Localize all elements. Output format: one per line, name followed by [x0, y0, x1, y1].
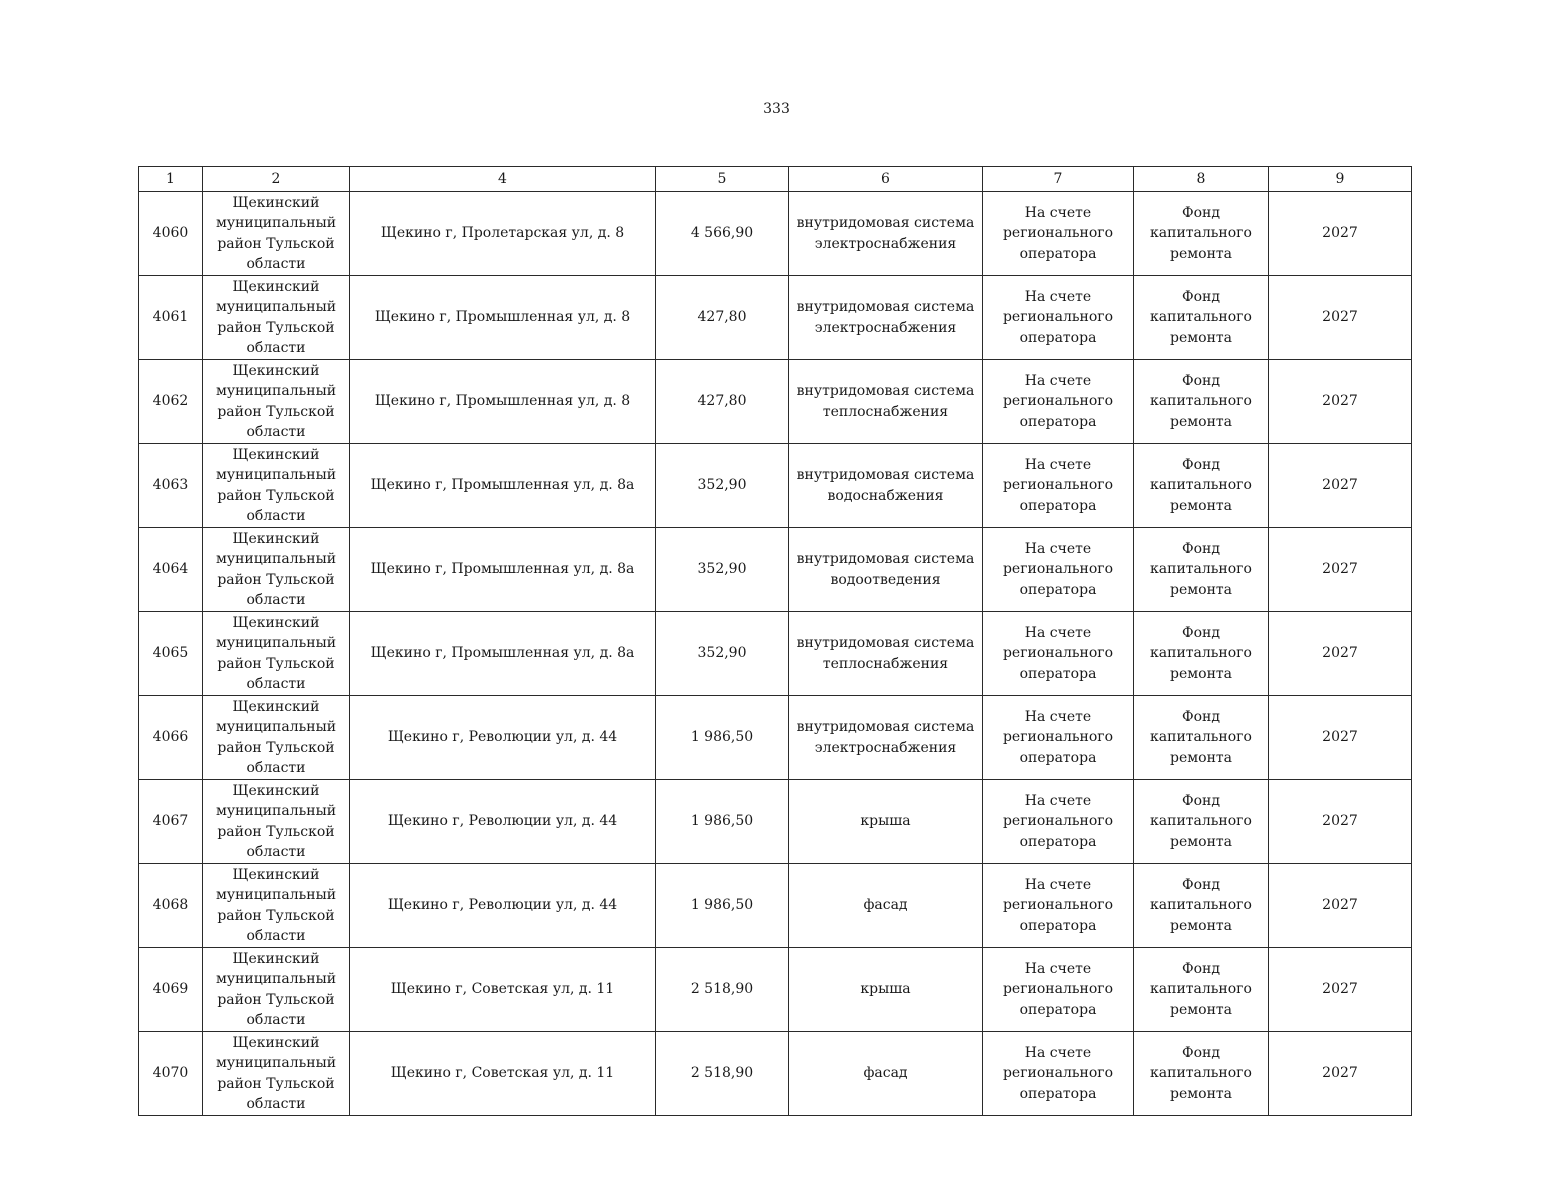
- funding-cell-line: капитального: [1150, 645, 1252, 662]
- district-cell-line: район Тульской: [217, 655, 335, 672]
- account-cell-line: регионального: [1002, 981, 1114, 998]
- column-header: 6: [789, 167, 983, 192]
- district-cell: [203, 192, 350, 276]
- funding-cell: [1134, 192, 1269, 276]
- account-cell: [983, 276, 1134, 360]
- area-cell: 427,80: [656, 360, 789, 444]
- address-cell: Щекино г, Революции ул, д. 44: [350, 696, 656, 780]
- funding-cell-line: ремонта: [1170, 749, 1232, 766]
- row-number-cell: 4068: [139, 864, 203, 948]
- funding-cell-line: Фонд: [1181, 1044, 1220, 1061]
- funding-cell-line: капитального: [1150, 561, 1252, 578]
- district-cell: [203, 696, 350, 780]
- district-cell-line: район Тульской: [217, 991, 335, 1008]
- work-type-cell-line: внутридомовая система: [796, 215, 975, 231]
- funding-cell: [1134, 528, 1269, 612]
- account-cell-line: регионального: [1002, 225, 1114, 242]
- row-number-cell: 4061: [139, 276, 203, 360]
- district-cell: [203, 360, 350, 444]
- table-row: [139, 948, 1412, 1032]
- district-cell-line: области: [246, 1096, 306, 1112]
- district-cell-line: Щекинский: [232, 530, 320, 547]
- address-cell: Щекино г, Промышленная ул, д. 8а: [350, 444, 656, 528]
- work-type-cell: [789, 612, 983, 696]
- account-cell-line: На счете: [1024, 1044, 1092, 1061]
- funding-cell: [1134, 696, 1269, 780]
- district-cell: [203, 612, 350, 696]
- district-cell-line: области: [246, 676, 306, 692]
- work-type-cell: [789, 276, 983, 360]
- work-type-cell-line: крыша: [860, 813, 911, 830]
- account-cell-line: регионального: [1002, 813, 1114, 830]
- row-number-cell: 4066: [139, 696, 203, 780]
- column-header: 5: [656, 167, 789, 192]
- work-type-cell-line: внутридомовая система: [796, 299, 975, 315]
- district-cell-line: Щекинский: [232, 782, 320, 799]
- district-cell-line: Щекинский: [232, 698, 320, 715]
- area-cell: 1 986,50: [656, 696, 789, 780]
- account-cell: [983, 864, 1134, 948]
- row-number-cell: 4062: [139, 360, 203, 444]
- work-type-cell-line: водоснабжения: [827, 487, 944, 504]
- account-cell-line: На счете: [1024, 876, 1092, 893]
- work-type-cell-line: крыша: [860, 981, 911, 998]
- account-cell: [983, 192, 1134, 276]
- district-cell-line: муниципальный: [215, 215, 337, 231]
- work-type-cell-line: электроснабжения: [814, 235, 957, 252]
- district-cell-line: области: [246, 424, 306, 440]
- work-type-cell-line: внутридомовая система: [796, 383, 975, 399]
- district-cell: [203, 1032, 350, 1116]
- funding-cell-line: капитального: [1150, 981, 1252, 998]
- district-cell-line: области: [246, 760, 306, 776]
- area-cell: 1 986,50: [656, 864, 789, 948]
- district-cell: [203, 276, 350, 360]
- work-type-cell: [789, 444, 983, 528]
- account-cell-line: На счете: [1024, 540, 1092, 557]
- funding-cell-line: ремонта: [1170, 833, 1232, 850]
- district-cell-line: Щекинский: [232, 362, 320, 379]
- page-number: 333: [763, 101, 790, 117]
- funding-cell-line: Фонд: [1181, 708, 1220, 725]
- funding-cell: [1134, 948, 1269, 1032]
- area-cell: 427,80: [656, 276, 789, 360]
- district-cell-line: муниципальный: [215, 1055, 337, 1071]
- account-cell-line: регионального: [1002, 897, 1114, 914]
- funding-cell-line: капитального: [1150, 225, 1252, 242]
- address-cell: Щекино г, Советская ул, д. 11: [350, 948, 656, 1032]
- address-cell: Щекино г, Промышленная ул, д. 8: [350, 276, 656, 360]
- work-type-cell-line: внутридомовая система: [796, 635, 975, 651]
- table-row: [139, 864, 1412, 948]
- account-cell-line: На счете: [1024, 456, 1092, 473]
- funding-cell-line: ремонта: [1170, 329, 1232, 346]
- district-cell-line: муниципальный: [215, 635, 337, 651]
- funding-cell-line: ремонта: [1170, 665, 1232, 682]
- account-cell-line: оператора: [1019, 413, 1097, 430]
- district-cell-line: Щекинский: [232, 1034, 320, 1051]
- column-header: 9: [1269, 167, 1412, 192]
- district-cell-line: район Тульской: [217, 907, 335, 924]
- table-row: [139, 360, 1412, 444]
- account-cell-line: На счете: [1024, 372, 1092, 389]
- year-cell: 2027: [1269, 1032, 1412, 1116]
- table-row: [139, 192, 1412, 276]
- funding-cell: [1134, 612, 1269, 696]
- account-cell: [983, 948, 1134, 1032]
- year-cell: 2027: [1269, 612, 1412, 696]
- year-cell: 2027: [1269, 360, 1412, 444]
- area-cell: 1 986,50: [656, 780, 789, 864]
- work-type-cell: [789, 696, 983, 780]
- header-row: [139, 167, 1412, 192]
- account-cell-line: оператора: [1019, 581, 1097, 598]
- work-type-cell: [789, 192, 983, 276]
- account-cell: [983, 360, 1134, 444]
- district-cell-line: Щекинский: [232, 866, 320, 883]
- funding-cell-line: Фонд: [1181, 792, 1220, 809]
- work-type-cell-line: электроснабжения: [814, 319, 957, 336]
- account-cell-line: оператора: [1019, 1001, 1097, 1018]
- district-cell-line: Щекинский: [232, 446, 320, 463]
- funding-cell-line: капитального: [1150, 1065, 1252, 1082]
- district-cell-line: области: [246, 844, 306, 860]
- funding-cell: [1134, 360, 1269, 444]
- year-cell: 2027: [1269, 780, 1412, 864]
- district-cell-line: район Тульской: [217, 235, 335, 252]
- account-cell: [983, 1032, 1134, 1116]
- district-cell: [203, 528, 350, 612]
- row-number-cell: 4069: [139, 948, 203, 1032]
- year-cell: 2027: [1269, 696, 1412, 780]
- year-cell: 2027: [1269, 276, 1412, 360]
- address-cell: Щекино г, Промышленная ул, д. 8а: [350, 528, 656, 612]
- district-cell-line: Щекинский: [232, 278, 320, 295]
- funding-cell-line: ремонта: [1170, 581, 1232, 598]
- table-row: [139, 528, 1412, 612]
- account-cell-line: оператора: [1019, 917, 1097, 934]
- account-cell-line: оператора: [1019, 833, 1097, 850]
- column-header: 2: [203, 167, 350, 192]
- address-cell: Щекино г, Промышленная ул, д. 8: [350, 360, 656, 444]
- work-type-cell-line: внутридомовая система: [796, 551, 975, 567]
- district-cell-line: Щекинский: [232, 950, 320, 967]
- column-header: 4: [350, 167, 656, 192]
- district-cell-line: муниципальный: [215, 467, 337, 483]
- account-cell: [983, 780, 1134, 864]
- column-header: 7: [983, 167, 1134, 192]
- district-cell-line: области: [246, 1012, 306, 1028]
- district-cell-line: район Тульской: [217, 403, 335, 420]
- register-table: [138, 166, 1412, 1116]
- column-header: 8: [1134, 167, 1269, 192]
- work-type-cell: [789, 864, 983, 948]
- account-cell: [983, 696, 1134, 780]
- district-cell-line: области: [246, 592, 306, 608]
- district-cell: [203, 948, 350, 1032]
- account-cell-line: оператора: [1019, 329, 1097, 346]
- district-cell-line: район Тульской: [217, 823, 335, 840]
- district-cell-line: муниципальный: [215, 299, 337, 315]
- address-cell: Щекино г, Революции ул, д. 44: [350, 864, 656, 948]
- year-cell: 2027: [1269, 444, 1412, 528]
- district-cell-line: муниципальный: [215, 887, 337, 903]
- work-type-cell-line: фасад: [863, 1065, 908, 1082]
- work-type-cell: [789, 528, 983, 612]
- table-row: [139, 612, 1412, 696]
- district-cell-line: области: [246, 508, 306, 524]
- funding-cell-line: капитального: [1150, 477, 1252, 494]
- account-cell-line: регионального: [1002, 1065, 1114, 1082]
- year-cell: 2027: [1269, 948, 1412, 1032]
- account-cell-line: оператора: [1019, 1085, 1097, 1102]
- account-cell-line: На счете: [1024, 288, 1092, 305]
- row-number-cell: 4060: [139, 192, 203, 276]
- funding-cell-line: капитального: [1150, 393, 1252, 410]
- address-cell: Щекино г, Пролетарская ул, д. 8: [350, 192, 656, 276]
- district-cell-line: район Тульской: [217, 1075, 335, 1092]
- year-cell: 2027: [1269, 864, 1412, 948]
- account-cell: [983, 444, 1134, 528]
- district-cell-line: области: [246, 928, 306, 944]
- district-cell-line: муниципальный: [215, 551, 337, 567]
- account-cell-line: регионального: [1002, 477, 1114, 494]
- account-cell-line: На счете: [1024, 204, 1092, 221]
- account-cell-line: оператора: [1019, 497, 1097, 514]
- district-cell-line: район Тульской: [217, 571, 335, 588]
- account-cell-line: На счете: [1024, 792, 1092, 809]
- area-cell: 4 566,90: [656, 192, 789, 276]
- account-cell: [983, 528, 1134, 612]
- district-cell-line: Щекинский: [232, 194, 320, 211]
- account-cell-line: регионального: [1002, 561, 1114, 578]
- row-number-cell: 4064: [139, 528, 203, 612]
- table-body: [139, 192, 1412, 1116]
- funding-cell-line: Фонд: [1181, 372, 1220, 389]
- work-type-cell-line: фасад: [863, 897, 908, 914]
- funding-cell-line: ремонта: [1170, 413, 1232, 430]
- account-cell-line: На счете: [1024, 708, 1092, 725]
- district-cell-line: район Тульской: [217, 487, 335, 504]
- district-cell: [203, 780, 350, 864]
- row-number-cell: 4063: [139, 444, 203, 528]
- district-cell-line: области: [246, 256, 306, 272]
- account-cell-line: регионального: [1002, 729, 1114, 746]
- funding-cell-line: капитального: [1150, 309, 1252, 326]
- account-cell-line: оператора: [1019, 665, 1097, 682]
- address-cell: Щекино г, Советская ул, д. 11: [350, 1032, 656, 1116]
- funding-cell-line: ремонта: [1170, 497, 1232, 514]
- district-cell-line: район Тульской: [217, 319, 335, 336]
- address-cell: Щекино г, Промышленная ул, д. 8а: [350, 612, 656, 696]
- table-row: [139, 696, 1412, 780]
- funding-cell-line: Фонд: [1181, 456, 1220, 473]
- district-cell-line: области: [246, 340, 306, 356]
- funding-cell-line: Фонд: [1181, 288, 1220, 305]
- work-type-cell-line: внутридомовая система: [796, 467, 975, 483]
- table-row: [139, 444, 1412, 528]
- funding-cell-line: капитального: [1150, 813, 1252, 830]
- district-cell-line: муниципальный: [215, 803, 337, 819]
- work-type-cell: [789, 780, 983, 864]
- account-cell-line: На счете: [1024, 960, 1092, 977]
- row-number-cell: 4067: [139, 780, 203, 864]
- funding-cell-line: Фонд: [1181, 624, 1220, 641]
- account-cell-line: регионального: [1002, 393, 1114, 410]
- area-cell: 352,90: [656, 528, 789, 612]
- district-cell-line: муниципальный: [215, 971, 337, 987]
- address-cell: Щекино г, Революции ул, д. 44: [350, 780, 656, 864]
- table-row: [139, 1032, 1412, 1116]
- account-cell: [983, 612, 1134, 696]
- table-row: [139, 276, 1412, 360]
- funding-cell: [1134, 864, 1269, 948]
- funding-cell: [1134, 276, 1269, 360]
- work-type-cell-line: электроснабжения: [814, 739, 957, 756]
- funding-cell-line: Фонд: [1181, 204, 1220, 221]
- funding-cell-line: ремонта: [1170, 917, 1232, 934]
- funding-cell-line: Фонд: [1181, 960, 1220, 977]
- row-number-cell: 4065: [139, 612, 203, 696]
- area-cell: 352,90: [656, 612, 789, 696]
- funding-cell-line: Фонд: [1181, 876, 1220, 893]
- funding-cell: [1134, 1032, 1269, 1116]
- area-cell: 2 518,90: [656, 1032, 789, 1116]
- column-header: 1: [139, 167, 203, 192]
- funding-cell-line: ремонта: [1170, 1085, 1232, 1102]
- area-cell: 352,90: [656, 444, 789, 528]
- account-cell-line: На счете: [1024, 624, 1092, 641]
- funding-cell: [1134, 780, 1269, 864]
- account-cell-line: регионального: [1002, 645, 1114, 662]
- year-cell: 2027: [1269, 528, 1412, 612]
- table-row: [139, 780, 1412, 864]
- funding-cell-line: Фонд: [1181, 540, 1220, 557]
- district-cell-line: район Тульской: [217, 739, 335, 756]
- work-type-cell: [789, 1032, 983, 1116]
- funding-cell-line: ремонта: [1170, 1001, 1232, 1018]
- work-type-cell: [789, 948, 983, 1032]
- account-cell-line: регионального: [1002, 309, 1114, 326]
- district-cell-line: Щекинский: [232, 614, 320, 631]
- row-number-cell: 4070: [139, 1032, 203, 1116]
- district-cell-line: муниципальный: [215, 383, 337, 399]
- account-cell-line: оператора: [1019, 245, 1097, 262]
- account-cell-line: оператора: [1019, 749, 1097, 766]
- work-type-cell-line: теплоснабжения: [822, 655, 949, 672]
- funding-cell: [1134, 444, 1269, 528]
- district-cell-line: муниципальный: [215, 719, 337, 735]
- work-type-cell: [789, 360, 983, 444]
- work-type-cell-line: водоотведения: [830, 571, 941, 588]
- district-cell: [203, 444, 350, 528]
- funding-cell-line: капитального: [1150, 897, 1252, 914]
- district-cell: [203, 864, 350, 948]
- funding-cell-line: ремонта: [1170, 245, 1232, 262]
- year-cell: 2027: [1269, 192, 1412, 276]
- work-type-cell-line: внутридомовая система: [796, 719, 975, 735]
- funding-cell-line: капитального: [1150, 729, 1252, 746]
- work-type-cell-line: теплоснабжения: [822, 403, 949, 420]
- area-cell: 2 518,90: [656, 948, 789, 1032]
